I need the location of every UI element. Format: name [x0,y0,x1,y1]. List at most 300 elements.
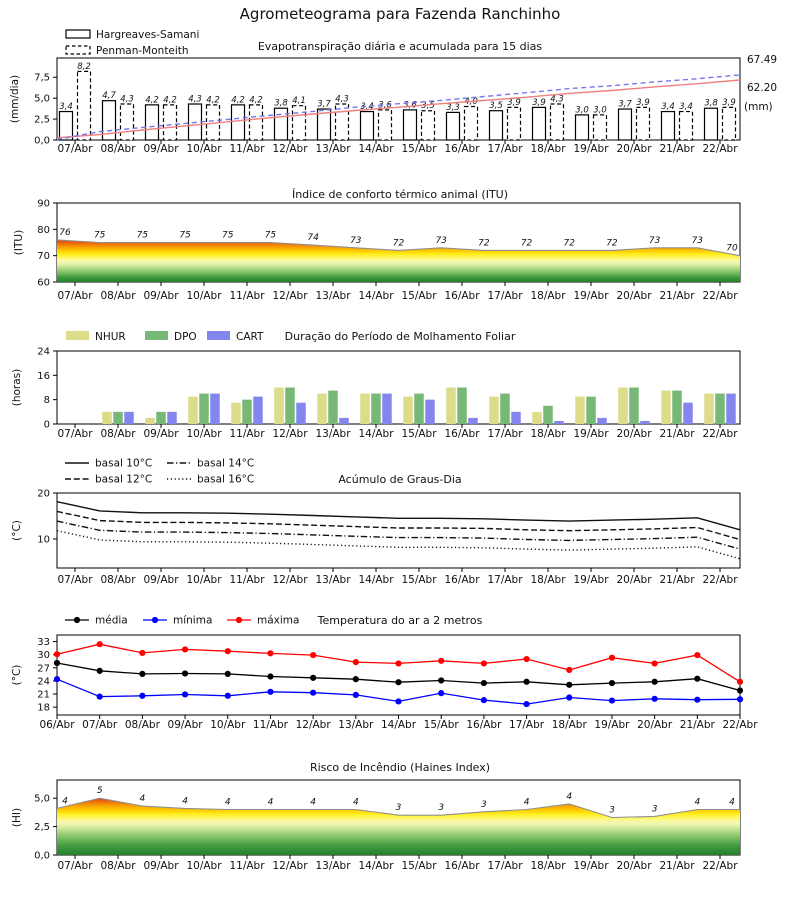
temperature-point [481,680,487,686]
legend-label: mínima [173,614,213,627]
wetness-bar [640,421,650,424]
legend-label: CART [236,331,264,343]
x-tick-label: 13/Abr [315,428,351,440]
x-tick-label: 07/Abr [57,290,93,302]
etp-bar [637,107,650,140]
value-label: 4,0 [464,97,478,108]
wetness-bar [231,403,241,424]
etp-bar [146,105,159,140]
legend-label: basal 12°C [95,473,153,486]
wetness-bar [586,397,596,424]
x-tick-label: 06/Abr [39,719,75,731]
temperature-point [54,651,60,657]
x-tick-label: 17/Abr [487,574,523,586]
temperature-point [267,673,273,679]
temperature-point [737,679,743,685]
x-tick-label: 09/Abr [143,428,179,440]
chart-evapotranspiration [0,26,800,172]
temperature-point [139,650,145,656]
wetness-bar [726,394,736,424]
wetness-bar [285,388,295,425]
etp-bar [508,107,521,140]
wetness-bar [296,403,306,424]
wetness-bar [629,388,639,425]
temperature-point [182,691,188,697]
value-label: 4,2 [163,95,177,106]
x-tick-label: 08/Abr [124,719,160,731]
legend-label: DPO [174,331,197,343]
value-label: 3,7 [317,99,331,110]
wetness-bar [102,412,112,424]
x-tick-label: 12/Abr [272,143,308,155]
y-tick-label: 2,5 [34,114,50,126]
temperature-point [438,658,444,664]
etp-bar [164,105,177,140]
etp-bar [576,115,589,140]
legend-label: Hargreaves-Samani [96,29,200,41]
x-tick-label: 16/Abr [466,719,502,731]
temperature-point [310,675,316,681]
value-label: 70 [726,243,738,254]
temperature-point [182,646,188,652]
y-tick-label: 30 [37,650,50,662]
degree-day-line [57,502,740,530]
value-label: 4 [523,797,530,808]
temperature-point [737,696,743,702]
etp-bar [121,104,134,140]
temperature-point [267,689,273,695]
legend-label: basal 14°C [197,457,255,470]
wetness-bar [339,418,349,424]
x-tick-label: 16/Abr [444,860,480,872]
temperature-point [438,677,444,683]
chart-title: Evapotranspiração diária e acumulada para 15 dias [257,40,543,53]
value-label: 72 [563,238,575,249]
value-label: 4,3 [120,94,134,105]
y-axis-label: (ITU) [13,229,25,256]
x-tick-label: 12/Abr [295,719,331,731]
temperature-point [225,671,231,677]
x-tick-label: 11/Abr [229,428,265,440]
etp-bar [422,111,435,140]
etp-bar [490,111,503,140]
value-label: 4 [566,791,573,802]
value-label: 3 [609,805,615,816]
y-tick-label: 20 [37,488,50,500]
value-label: 72 [392,238,405,249]
legend-swatch [66,331,89,340]
value-label: 73 [691,235,704,246]
value-label: 4 [182,796,188,807]
value-label: 4,3 [550,94,564,105]
x-tick-label: 20/Abr [637,719,673,731]
x-tick-label: 20/Abr [616,860,652,872]
x-tick-label: 22/Abr [702,574,738,586]
wetness-bar [328,391,338,424]
legend-label: basal 16°C [197,473,255,486]
temperature-point [353,659,359,665]
x-tick-label: 19/Abr [573,574,609,586]
temperature-point [54,660,60,666]
y-tick-label: 5,0 [34,93,50,105]
x-tick-label: 18/Abr [551,719,587,731]
x-tick-label: 16/Abr [444,290,480,302]
value-label: 4,2 [145,95,159,106]
y-tick-label: 24 [37,346,50,358]
y-tick-label: 10 [37,534,50,546]
value-label: 3 [395,803,402,814]
etp-bar [78,71,91,140]
etp-bar [232,105,245,140]
value-label: 8,2 [77,61,91,72]
wetness-bar [210,394,220,424]
x-tick-label: 21/Abr [659,428,695,440]
value-label: 76 [59,227,71,238]
legend-label: Penman-Monteith [96,45,189,57]
x-tick-label: 07/Abr [57,428,93,440]
legend-marker [74,617,80,623]
x-tick-label: 13/Abr [315,290,351,302]
x-tick-label: 17/Abr [509,719,545,731]
wetness-bar [489,397,499,424]
x-tick-label: 12/Abr [272,428,308,440]
x-tick-label: 16/Abr [444,574,480,586]
x-tick-label: 08/Abr [100,290,136,302]
value-label: 4 [62,796,68,807]
y-axis-label: (horas) [11,368,23,407]
etp-bar [680,112,693,140]
etp-bar [723,107,736,140]
value-label: 74 [307,233,319,244]
value-label: 75 [264,230,277,241]
x-tick-label: 09/Abr [143,860,179,872]
y-axis-label: (mm/dia) [9,74,21,124]
temperature-point [523,656,529,662]
x-tick-label: 13/Abr [315,143,351,155]
temperature-point [353,692,359,698]
y-tick-label: 27 [37,663,50,675]
wetness-bar [446,388,456,425]
temperature-point [652,679,658,685]
x-tick-label: 07/Abr [57,143,93,155]
value-label: 3,4 [59,102,73,113]
x-tick-label: 18/Abr [530,860,566,872]
value-label: 4 [352,797,359,808]
y-tick-label: 2,5 [34,822,50,834]
y-tick-label: 8 [43,395,50,407]
value-label: 3,4 [360,102,374,113]
legend-marker [236,617,242,623]
y-tick-label: 16 [37,370,50,382]
x-tick-label: 13/Abr [315,574,351,586]
chart-itu [0,185,800,317]
value-label: 3,9 [722,97,736,108]
value-label: 3,7 [618,99,632,110]
wetness-bar [382,394,392,424]
x-tick-label: 10/Abr [186,574,222,586]
value-label: 3 [481,799,487,810]
x-tick-label: 17/Abr [487,143,523,155]
temperature-point [139,671,145,677]
value-label: 75 [93,230,106,241]
degree-day-line [57,511,740,539]
etp-bar [275,108,288,140]
wetness-bar [683,403,693,424]
value-label: 3,5 [489,101,503,112]
value-label: 4,1 [292,96,306,107]
x-tick-label: 10/Abr [186,290,222,302]
wetness-bar [167,412,177,424]
degree-day-line [57,531,740,559]
legend-swatch [66,46,90,54]
value-label: 75 [136,230,149,241]
y-axis-label: (°C) [11,664,23,686]
temperature-point [139,693,145,699]
value-label: 4 [694,797,701,808]
wetness-bar [360,394,370,424]
wetness-bar [554,421,564,424]
y-tick-label: 18 [37,702,50,714]
etp-bar [447,112,460,140]
etp-bar [533,107,546,140]
wetness-bar [425,400,435,424]
x-tick-label: 15/Abr [401,574,437,586]
chart-title: Acúmulo de Graus-Dia [338,473,462,486]
wetness-bar [468,418,478,424]
y-tick-label: 21 [37,689,50,701]
y-axis-label: (°C) [11,520,23,541]
value-label: 72 [606,238,618,249]
x-tick-label: 08/Abr [100,860,136,872]
temperature-point [97,694,103,700]
x-tick-label: 08/Abr [100,574,136,586]
page-title: Agrometeograma para Fazenda Ranchinho [239,5,561,23]
x-tick-label: 21/Abr [659,290,695,302]
x-tick-label: 20/Abr [616,428,652,440]
x-tick-label: 19/Abr [573,143,609,155]
x-tick-label: 12/Abr [272,860,308,872]
x-tick-label: 15/Abr [401,428,437,440]
x-tick-label: 14/Abr [358,290,394,302]
x-tick-label: 15/Abr [423,719,459,731]
value-label: 4 [224,797,231,808]
etp-bar [404,110,417,140]
etp-bar [551,104,564,140]
temperature-point [523,679,529,685]
value-label: 73 [435,235,447,246]
x-tick-label: 10/Abr [186,860,222,872]
wetness-bar [317,394,327,424]
y-tick-label: 0 [43,419,50,431]
x-tick-label: 20/Abr [616,143,652,155]
x-tick-label: 22/Abr [702,428,738,440]
temperature-point [481,697,487,703]
y-tick-label: 70 [37,251,50,263]
x-tick-label: 15/Abr [401,860,437,872]
plot-border [57,493,740,568]
temperature-point [652,696,658,702]
temperature-point [438,690,444,696]
temperature-point [353,676,359,682]
x-tick-label: 17/Abr [487,290,523,302]
y-tick-label: 5,0 [34,793,50,805]
temperature-point [182,670,188,676]
x-tick-label: 21/Abr [659,574,695,586]
value-label: 4 [267,797,274,808]
wetness-bar [124,412,134,424]
temperature-point [652,660,658,666]
etp-bar [662,112,675,140]
x-tick-label: 20/Abr [616,574,652,586]
wetness-bar [145,418,155,424]
x-tick-label: 12/Abr [272,574,308,586]
temperature-point [225,693,231,699]
legend-swatch [66,30,90,38]
value-label: 75 [222,230,234,241]
wetness-bar [156,412,166,424]
temperature-point [481,660,487,666]
value-label: 4,3 [188,94,202,105]
wetness-bar [253,397,263,424]
temperature-point [566,667,572,673]
value-label: 3,6 [403,100,417,111]
legend-label: basal 10°C [95,457,153,470]
x-tick-label: 12/Abr [272,290,308,302]
y-axis-label: (HI) [11,807,23,828]
temperature-point [523,701,529,707]
temperature-point [395,698,401,704]
chart-title: Índice de conforto térmico animal (ITU) [291,188,509,201]
etp-bar [361,112,374,140]
chart-graus-dia [0,452,800,597]
cumulative-total-pm: 67.49 [747,54,778,66]
wetness-bar [575,397,585,424]
x-tick-label: 17/Abr [487,860,523,872]
x-tick-label: 11/Abr [229,143,265,155]
temperature-point [395,679,401,685]
x-tick-label: 19/Abr [573,860,609,872]
x-tick-label: 10/Abr [186,428,222,440]
x-tick-label: 10/Abr [210,719,246,731]
x-tick-label: 16/Abr [444,428,480,440]
etp-bar [465,107,478,140]
value-label: 3,9 [532,97,546,108]
etp-bar [619,109,632,140]
legend-label: NHUR [95,331,126,343]
temperature-point [694,676,700,682]
y-tick-label: 0,0 [34,135,50,147]
x-tick-label: 08/Abr [100,428,136,440]
temperature-point [609,697,615,703]
wetness-bar [371,394,381,424]
legend-label: média [95,614,128,627]
value-label: 75 [179,230,191,241]
x-tick-label: 22/Abr [722,719,758,731]
value-label: 3,8 [704,98,718,109]
x-tick-label: 17/Abr [487,428,523,440]
value-label: 73 [648,235,661,246]
wetness-bar [500,394,510,424]
wetness-bar [672,391,682,424]
value-label: 4,2 [206,95,220,106]
x-tick-label: 15/Abr [401,143,437,155]
temperature-point [310,652,316,658]
x-tick-label: 20/Abr [616,290,652,302]
x-tick-label: 11/Abr [229,574,265,586]
etp-bar [293,106,306,140]
wetness-bar [511,412,521,424]
value-label: 3,4 [661,102,675,113]
value-label: 3,5 [421,101,435,112]
wetness-bar [661,391,671,424]
x-tick-label: 22/Abr [702,143,738,155]
value-label: 3,4 [679,102,693,113]
x-tick-label: 10/Abr [186,143,222,155]
temperature-point [609,680,615,686]
legend-marker [152,617,158,623]
x-tick-label: 14/Abr [358,574,394,586]
x-tick-label: 07/Abr [82,719,118,731]
temperature-point [694,652,700,658]
temperature-point [97,668,103,674]
wetness-bar [403,397,413,424]
value-label: 72 [478,238,490,249]
temperature-point [267,650,273,656]
value-label: 3 [651,804,658,815]
x-tick-label: 21/Abr [659,860,695,872]
chart-title: Duração do Período de Molhamento Foliar [284,330,516,343]
etp-bar [379,110,392,140]
temperature-point [566,694,572,700]
value-label: 3,3 [446,102,460,113]
x-tick-label: 08/Abr [100,143,136,155]
temperature-point [566,682,572,688]
wetness-bar [532,412,542,424]
temperature-point [97,641,103,647]
x-tick-label: 13/Abr [315,860,351,872]
value-label: 4,2 [249,95,263,106]
legend-label: máxima [257,614,300,627]
value-label: 73 [350,235,362,246]
y-tick-label: 0,0 [34,850,50,862]
x-tick-label: 16/Abr [444,143,480,155]
value-label: 5 [96,786,103,797]
wetness-bar [597,418,607,424]
x-tick-label: 11/Abr [229,290,265,302]
value-label: 3,0 [575,105,589,116]
etp-bar [250,105,263,140]
value-label: 4 [310,797,316,808]
x-tick-label: 22/Abr [702,860,738,872]
x-tick-label: 07/Abr [57,860,93,872]
x-tick-label: 18/Abr [530,143,566,155]
temperature-point [54,676,60,682]
y-tick-label: 80 [37,224,50,236]
x-tick-label: 09/Abr [143,574,179,586]
x-tick-label: 14/Abr [380,719,417,731]
wetness-bar [274,388,284,425]
x-tick-label: 09/Abr [167,719,203,731]
temperature-line [57,663,740,691]
degree-day-line [57,521,740,549]
y-tick-label: 90 [37,198,50,210]
wetness-bar [188,397,198,424]
temperature-point [737,687,743,693]
legend-swatch [145,331,168,340]
x-tick-label: 22/Abr [702,290,738,302]
wetness-bar [242,400,252,424]
value-label: 3,0 [593,105,607,116]
